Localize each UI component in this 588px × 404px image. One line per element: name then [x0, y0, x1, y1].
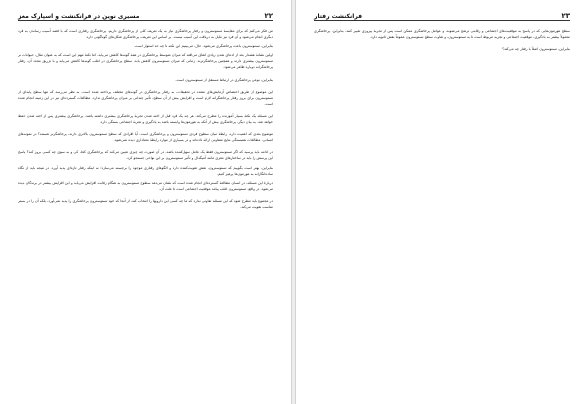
right-page	[295, 0, 588, 404]
paragraph: موضوع بعدی که اهمیت دارد، رابطهٔ میان سطوح فردی تستوسترون و پرخاشگری است. آیا افرادی که سطح تستوسترون بالاتری دارند، پرخاشگرتر هستند؟ در نمونه‌های انسانی، مطالعات همبستگی نتایج متفاوتی ارائه داده‌اند و در بسیاری از موارد رابطهٔ معناداری دیده نمی‌شود.	[18, 132, 273, 143]
left-page-title: مسیری نوین در فرانکنشت و اسپارک مغز	[18, 13, 140, 20]
right-page-title: فرانکنشت رفتار	[314, 13, 362, 20]
paragraph: بنابراین، تستوسترون باعث پرخاشگری می‌شود. حال، می‌بینیم این نکته تا چه حد استوار است.	[134, 44, 273, 49]
right-page-number: ۲۳	[561, 12, 570, 20]
paragraph: من فکر می‌کنم که برای مقایسهٔ تستوسترون و رفتار پرخاشگری نیاز به یک تعریف کلی از پرخاشگری داریم. پرخاشگری رفتاری است که با قصد آسیب رساندن به فرد دیگری انجام می‌شود و آن فرد نیز مایل به دریافت این آسیب نیست. بر اساس این تعریف، پرخاشگری شکل‌های گوناگونی دارد.	[18, 29, 273, 40]
paragraph: بنابراین، تستوسترون اصلاً با رفتار چه می‌کند؟	[502, 47, 570, 52]
paragraph: دربارهٔ این مسئله، در انسان مطالعهٔ گسترده‌ای انجام شده است که نشان می‌دهد سطوح تستوسترون به هنگام رقابت افزایش می‌یابد و این افزایش بیشتر در برندگان دیده می‌شود. در واقع، تستوسترون اغلب پیامد موقعیت اجتماعی است تا علت آن.	[18, 180, 273, 191]
paragraph: این موضوع از طریق اختصاص آزمایش‌های متعدد در تحقیقات، به رفتار پرخاشگری در گونه‌های مختلف پرداخته شده است. به نظر می‌رسد که تنها سطح پایه‌ای از تستوسترون برای بروز رفتار پرخاشگرانه لازم است و افزایش بیش از آن سطح، تأثیر چندانی بر میزان پرخاشگری ندارد. مطالعات گسترده‌ای نیز در این زمینه انجام شده است.	[18, 89, 273, 106]
left-page-body	[18, 28, 273, 398]
paragraph: بنابراین، نوعی پرخاشگری در ارتباط مستقل از تستوسترون است.	[175, 77, 273, 82]
right-page-body	[314, 28, 570, 398]
paragraph: اولین نشانهٔ هشدار بعد از ادعای شدن زیادی اتفاق می‌افتد که میزان متوسط پرخاشگری در همهٔ گونه‌ها کاهش می‌یابد. اما نکتهٔ مهم این است که به عنوان مثال، حیوانات نر تستوسترون بیشتری دارند و همچنین پرخاشگرترند. زمانی که میزان تستوسترون کاهش یابد، سطح پرخاشگری در اغلب گونه‌ها کاهش می‌یابد و با تزریق مجدد آن، رفتار پرخاشگرانه دوباره ظاهر می‌شود.	[18, 53, 273, 70]
left-page	[0, 0, 292, 404]
right-page-header	[314, 8, 570, 21]
paragraph: در مجموع باید مطرح شود که این مسئله تفاوتی ندارد که ما چه کسی این دارویها را انتخاب کند، از آنجا که خود تستوسترون پرخاشگری را پدید نمی‌آورد، بلکه آن را در بستر مناسب تقویت می‌کند.	[18, 198, 273, 209]
left-page-header	[18, 8, 273, 21]
paragraph: سطح هورمون‌هایی که در پاسخ به موقعیت‌های اجتماعی و رقابتی ترشح می‌شوند، و عوامل پرخاشگری ممکن است پس از تجربهٔ پیروزی تغییر کنند. بنابراین، پرخاشگری معمولاً بیشتر به یادگیری، موقعیت اجتماعی و تجربه مربوط است تا به تستوسترون، و تفاوت سطح تستوسترون عموماً نقش ثانویه دارد.	[314, 29, 570, 40]
paragraph: در ادامه باید پرسید که اگر تستوسترون فقط یک عامل سهل‌کننده باشد، در آن صورت چه چیزی تعیین می‌کند که پرخاشگری کجا، کی و به سوی چه کسی بروز کند؟ پاسخ این پرسش را باید در ساختارهای مغزی مانند آمیگدال و تأثیر تستوسترون بر این نواحی جستجو کرد.	[18, 150, 273, 161]
paragraph: این مسئله یک نکتهٔ بسیار آموزنده را مطرح می‌کند. هر چه یک فرد قبل از اخته شدن تجربهٔ پرخاشگری بیشتری داشته باشد، پرخاشگری بیشتری پس از اخته شدن حفظ خواهد شد. به بیان دیگر، پرخاشگری بیش از آنکه به هورمون‌ها وابسته باشد به یادگیری و تجربهٔ اجتماعی بستگی دارد.	[18, 113, 273, 125]
paragraph: بنابراین، بهتر است بگوییم که تستوسترون، نقش تقویت‌کننده دارد و الگوهای رفتاری موجود را برجسته می‌سازد؛ نه اینکه رفتار تازه‌ای پدید آورد. در نتیجه باید از نگاه ساده‌انگارانه به هورمون‌ها پرهیز کنیم.	[18, 165, 273, 176]
left-page-number: ۲۲	[264, 12, 273, 20]
